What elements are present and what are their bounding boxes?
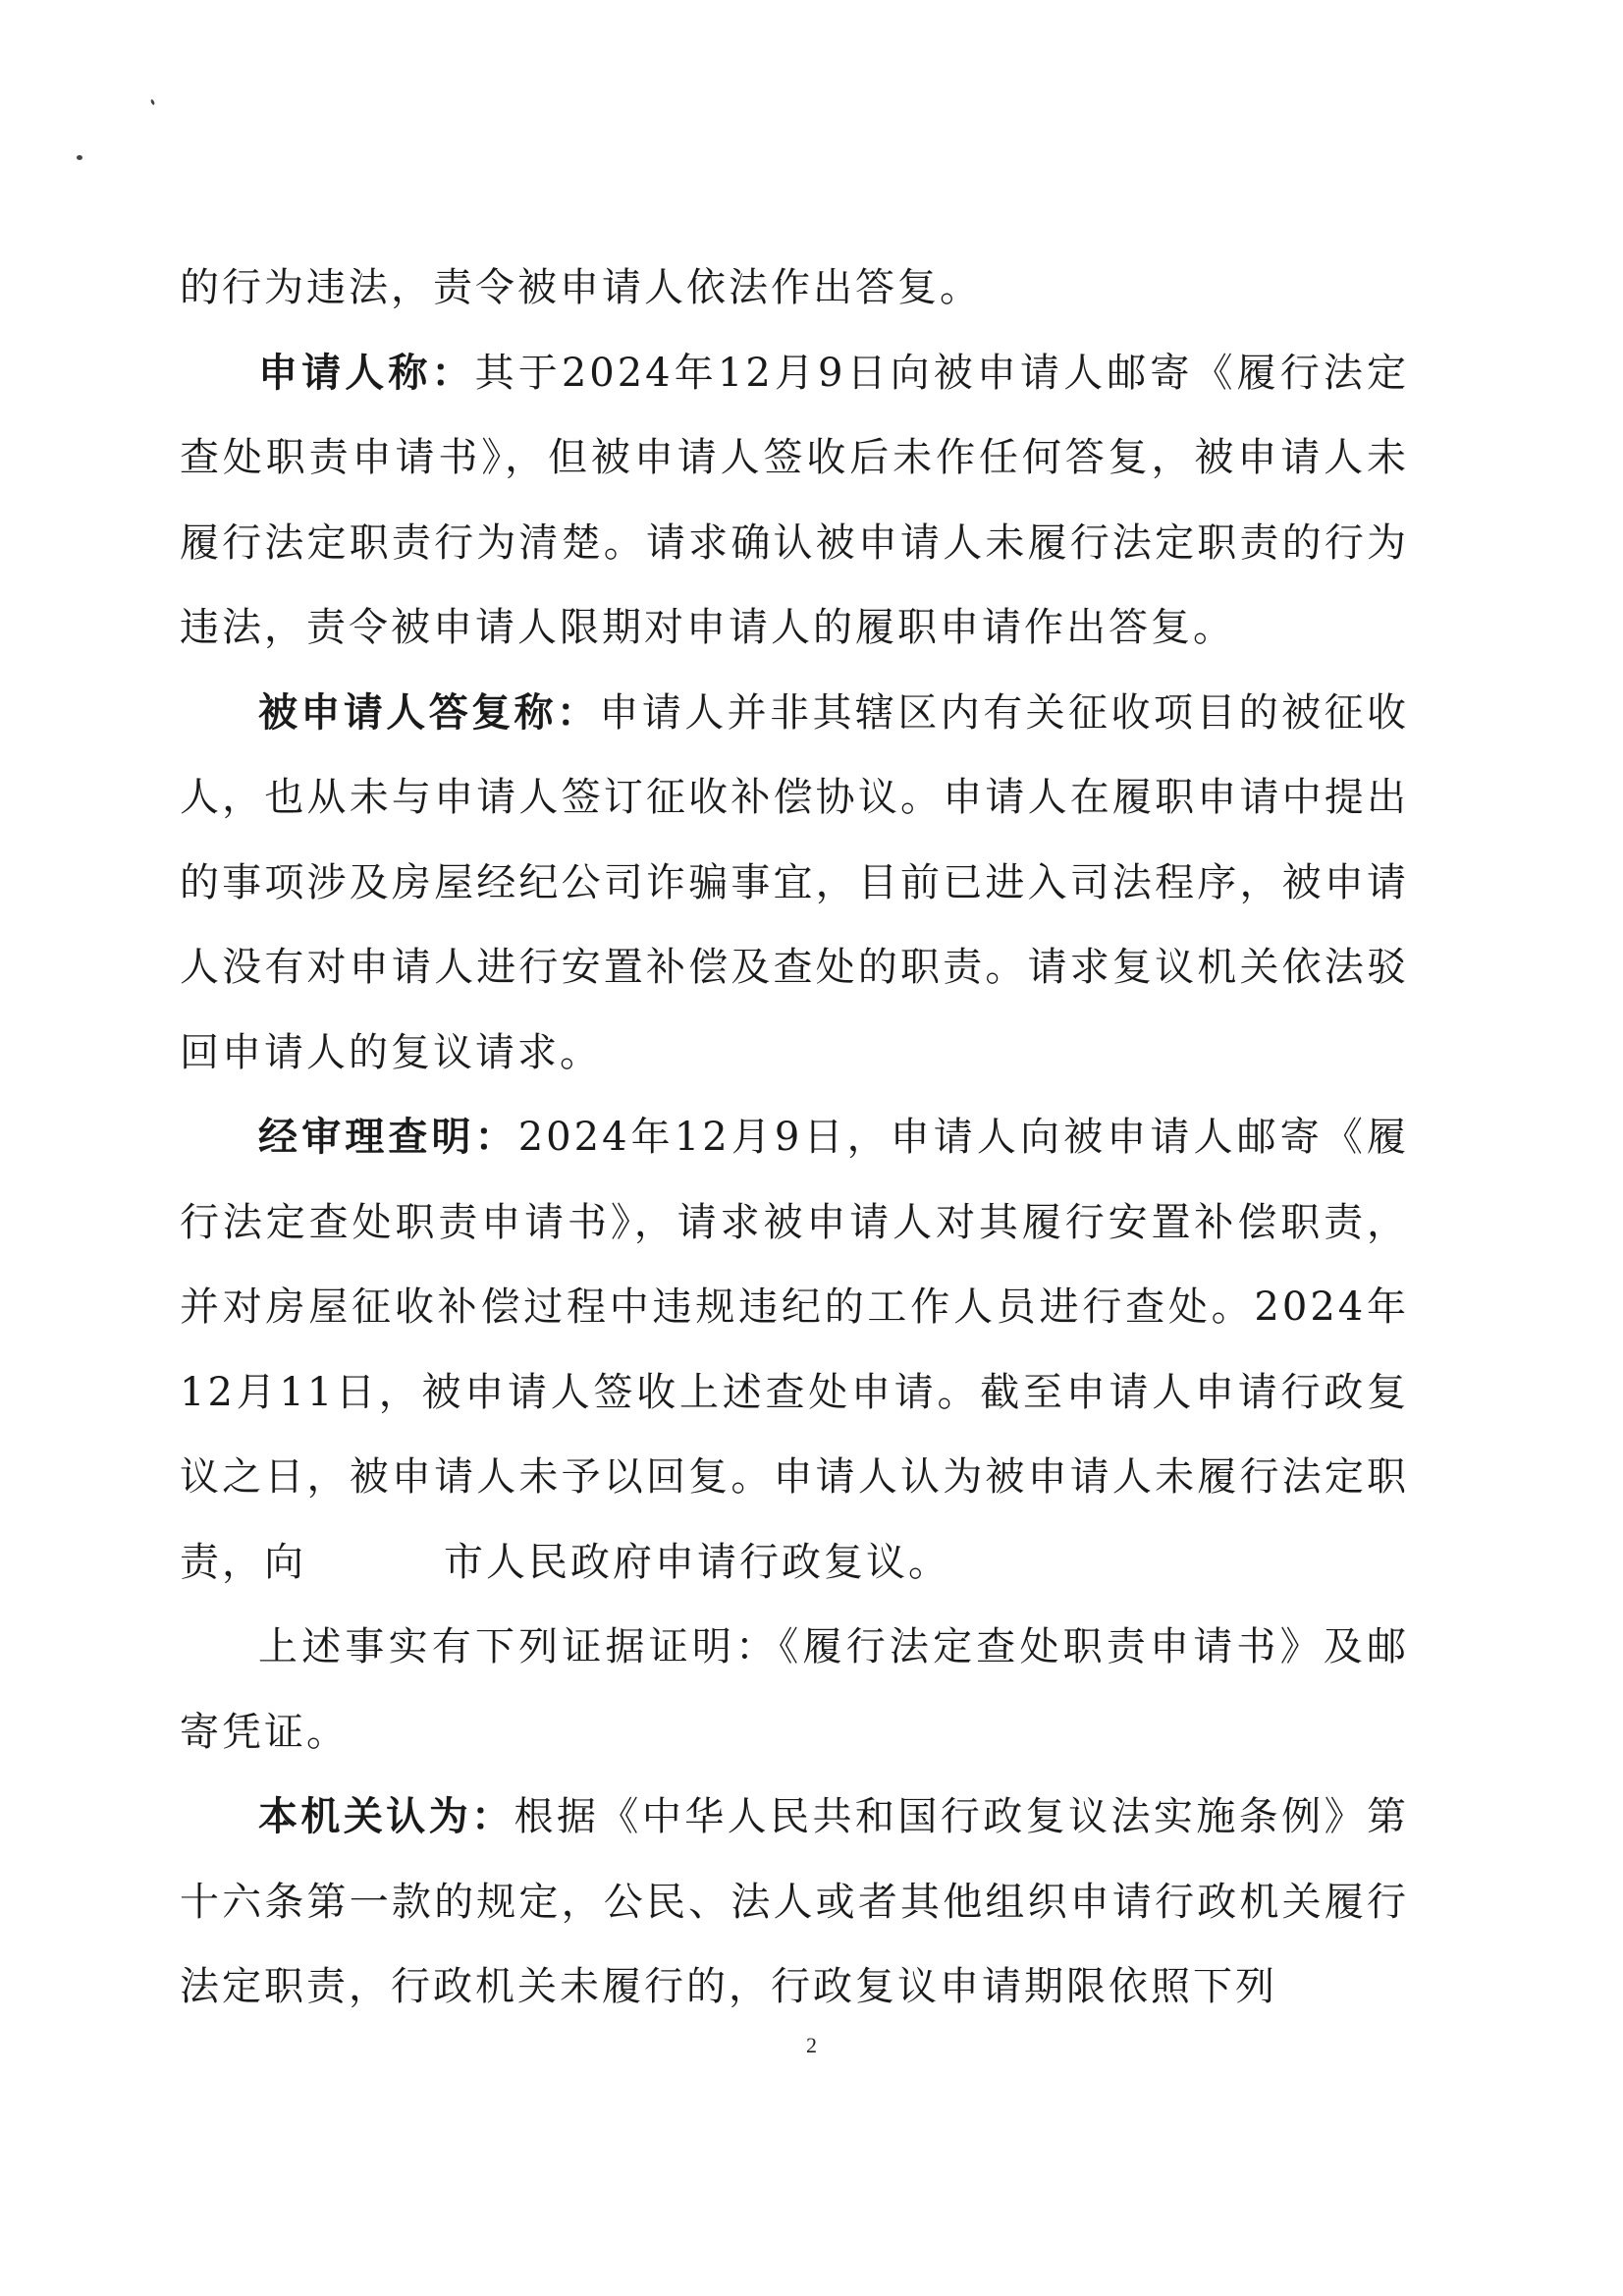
paragraph-text-after-redaction: 市人民政府申请行政复议。	[444, 1539, 950, 1585]
paragraph-text: 根据《中华人民共和国行政复议法实施条例》第十六条第一款的规定，公民、法人或者其他组织申请行政机关履行法定职责，行政机关未履行的，行政复议申请期限依照下列	[180, 1794, 1410, 2009]
paragraph-text: 上述事实有下列证据证明：《履行法定查处职责申请书》及邮寄凭证。	[180, 1624, 1409, 1755]
scan-speck	[150, 99, 155, 106]
paragraph-lead: 被申请人答复称：	[258, 689, 600, 736]
paragraph-text: 的行为违法，责令被申请人依法作出答复。	[180, 265, 982, 310]
paragraph-continuation	[180, 246, 1409, 331]
paragraph-findings	[180, 1095, 1409, 1605]
paragraph-respondent-reply	[180, 671, 1409, 1096]
paragraph-lead: 经审理查明：	[258, 1115, 518, 1160]
document-body	[180, 246, 1409, 2030]
page-number: 2	[806, 2033, 817, 2057]
paragraph-agency-opinion	[180, 1775, 1409, 2030]
paragraph-lead: 本机关认为：	[258, 1794, 514, 1839]
paragraph-lead: 申请人称：	[258, 350, 475, 396]
redacted-area	[306, 1574, 444, 1575]
paragraph-applicant-claims	[180, 331, 1409, 671]
scan-speck	[77, 155, 82, 160]
paragraph-evidence	[180, 1605, 1409, 1775]
paragraph-text: 2024年12月9日，申请人向被申请人邮寄《履行法定查处职责申请书》，请求被申请人对其履行安置补偿职责，并对房屋征收补偿过程中违规违纪的工作人员进行查处。2024年12月11日，被申请人签收上述查处申请。截至申请人申请行政复议之日，被申请人未予以回复。申请人认为被申请人未履行法定职责，向	[180, 1115, 1409, 1585]
paragraph-text: 申请人并非其辖区内有关征收项目的被征收人，也从未与申请人签订征收补偿协议。申请人在履职申请中提出的事项涉及房屋经纪公司诈骗事宜，目前已进入司法程序，被申请人没有对申请人进行安置补偿及查处的职责。请求复议机关依法驳回申请人的复议请求。	[180, 689, 1410, 1075]
paragraph-text: 其于2024年12月9日向被申请人邮寄《履行法定查处职责申请书》，但被申请人签收后未作任何答复，被申请人未履行法定职责行为清楚。请求确认被申请人未履行法定职责的行为违法，责令被申请人限期对申请人的履职申请作出答复。	[180, 350, 1409, 650]
